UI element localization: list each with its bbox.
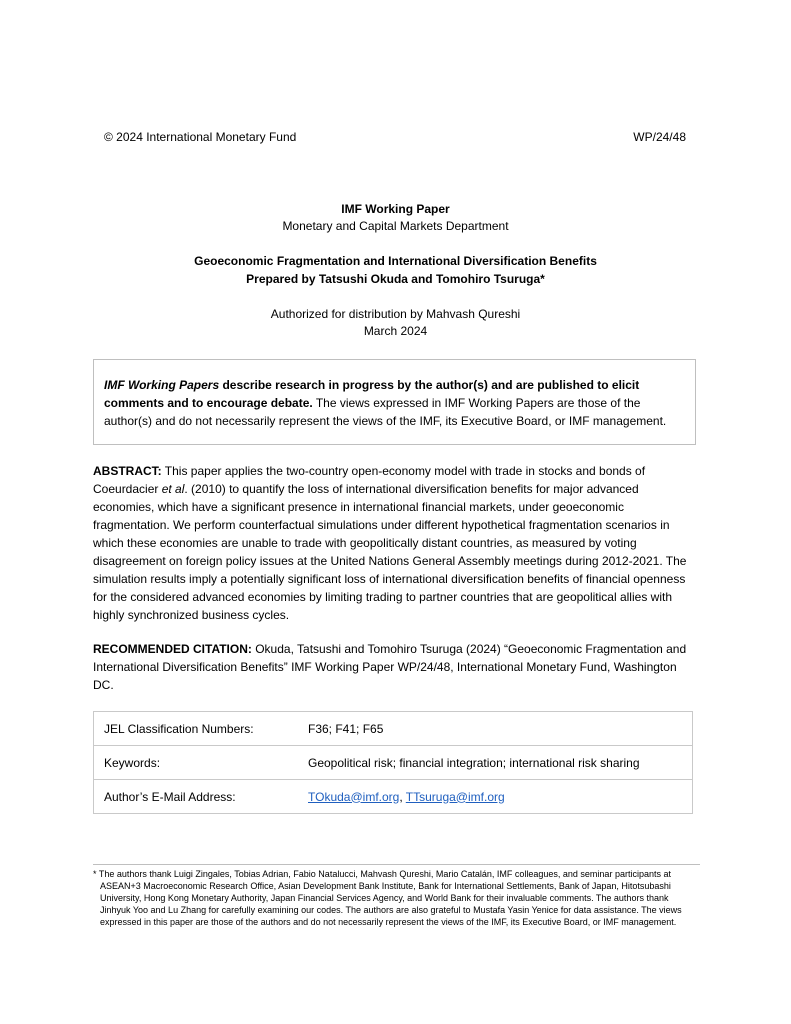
- table-row: [94, 780, 693, 814]
- table-row: [94, 712, 693, 746]
- abstract-text-start: This paper applies the two-country open-economy model with trade in stocks and bonds of Coeurdacier: [93, 464, 646, 496]
- email-value: [298, 780, 693, 814]
- table-row: [94, 746, 693, 780]
- publication-date: March 2024: [363, 324, 428, 338]
- disclaimer-body: The views expressed in IMF Working Papers are those of the author(s) and do not necessarily represent the views of the IMF, its Executive Board, or IMF management.: [104, 396, 667, 428]
- jel-label: JEL Classification Numbers:: [94, 712, 299, 746]
- jel-value: F36; F41; F65: [298, 712, 693, 746]
- copyright-notice: © 2024 International Monetary Fund: [104, 130, 297, 144]
- citation-text: Okuda, Tatsushi and Tomohiro Tsuruga (2024) “Geoeconomic Fragmentation and International Diversification Benefits” IMF Working Paper WP/24/48, International Monetary Fund, Washington DC.: [93, 642, 687, 692]
- abstract: [93, 462, 696, 624]
- abstract-etal: et al: [161, 482, 185, 496]
- citation-label: RECOMMENDED CITATION:: [93, 642, 252, 656]
- paper-number: WP/24/48: [633, 130, 686, 144]
- disclaimer-box: [93, 359, 696, 445]
- abstract-text-rest: . (2010) to quantify the loss of international diversification benefits for major advanced economies, which have a significant presence in international financial markets, under geoeconomic fragmentation. We perform counterfactual simulations under different hypothetical fragmentation scenarios in which these economies are unable to trade with geopolitically distant countries, as measured by voting disagreement on foreign policy issues at the United Nations General Assembly meetings during 2012-2021. The simulation results imply a potentially significant loss of international diversification benefits of financial openness for the considered advanced economies by limiting trading to partner countries that are geopolitical allies with highly synchronized business cycles.: [93, 482, 687, 622]
- footnote-divider: [93, 864, 700, 865]
- disclaimer-lead: describe research in progress by the author(s) and are published to elicit comments and to encourage debate.: [104, 378, 640, 410]
- footnote-text: * The authors thank Luigi Zingales, Tobias Adrian, Fabio Natalucci, Mahvash Qureshi, Mario Catalán, IMF colleagues, and seminar participants at ASEAN+3 Macroeconomic Research Office, Asian Development Bank Institute, Bank for International Settlements, Bank of Japan, Hitotsubashi University, Hong Kong Monetary Authority, Japan Financial Services Agency, and World Bank for their invaluable comments. The authors thank Jinhyuk Yoo and Lu Zhang for carefully examining our codes. The authors are also grateful to Mustafa Yasin Yenice for data assistance. The views expressed in this paper are those of the authors and do not necessarily represent the views of the IMF, its Executive Board, or IMF management.: [93, 869, 682, 927]
- keywords-label: Keywords:: [94, 746, 299, 780]
- abstract-label: ABSTRACT:: [93, 464, 162, 478]
- header-line: [104, 130, 686, 144]
- prepared-by: Prepared by Tatsushi Okuda and Tomohiro Tsuruga*: [246, 272, 545, 286]
- paper-title: Geoeconomic Fragmentation and International Diversification Benefits: [194, 254, 597, 268]
- citation: [93, 640, 696, 694]
- department: Monetary and Capital Markets Department: [282, 219, 509, 233]
- authorized-by: Authorized for distribution by Mahvash Qureshi: [270, 307, 521, 321]
- disclaimer-series: IMF Working Papers: [104, 378, 220, 392]
- email-label: Author’s E-Mail Address:: [94, 780, 299, 814]
- keywords-value: Geopolitical risk; financial integration; international risk sharing: [298, 746, 693, 780]
- metadata-table: [93, 711, 693, 814]
- series-title: IMF Working Paper: [341, 202, 450, 216]
- email-link-tsuruga[interactable]: TTsuruga@imf.org: [405, 789, 505, 804]
- email-link-okuda[interactable]: TOkuda@imf.org: [308, 789, 400, 804]
- footnote: [93, 868, 698, 928]
- email-separator: ,: [399, 789, 406, 804]
